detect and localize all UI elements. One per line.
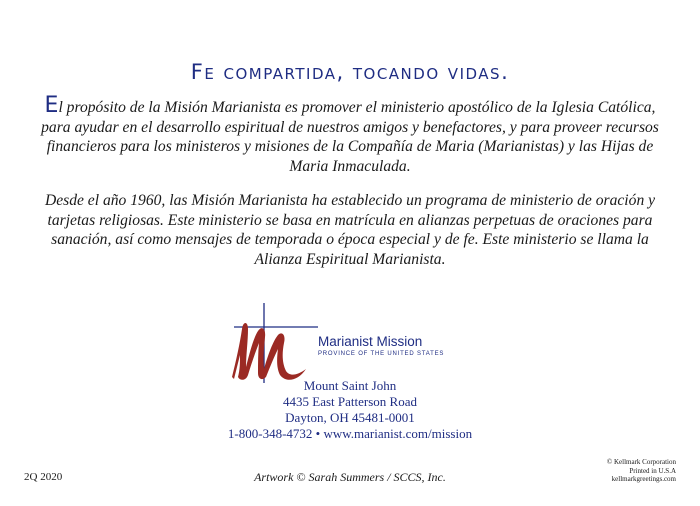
address-line-3: Dayton, OH 45481-0001 [285, 410, 415, 425]
mission-paragraph [40, 93, 660, 176]
org-name: Marianist Mission [318, 334, 423, 349]
publisher-line-1: © Kellmark Corporation [606, 458, 676, 466]
drop-cap: E [44, 93, 59, 118]
card-code: 2Q 2020 [24, 471, 63, 483]
address-line-2: 4435 East Patterson Road [283, 394, 417, 409]
address-line-1: Mount Saint John [303, 378, 397, 393]
address-block [200, 378, 500, 442]
publisher-credit [607, 458, 676, 484]
publisher-line-3: kellmarkgreetings.com [611, 475, 676, 483]
marianist-logo-icon [226, 303, 326, 383]
card-title: Fe compartida, tocando vidas. [190, 60, 510, 84]
artwork-credit: Artwork © Sarah Summers / SCCS, Inc. [254, 470, 446, 484]
org-subtitle: PROVINCE OF THE UNITED STATES [318, 351, 445, 357]
contact-line: 1-800-348-4732 • www.marianist.com/mission [227, 426, 473, 441]
mission-paragraph-text: l propósito de la Misión Marianista es promover el ministerio apostólico de la Iglesia Católica, para ayudar en el desarrollo espiritual de nuestros amigos y benefactores, y para proveer recursos financieros para los ministeros y misiones de la Compañía de Maria (Marianistas) y las Hijas de Maria Inmaculada. [41, 99, 659, 175]
publisher-line-2: Printed in U.S.A [629, 466, 676, 475]
history-paragraph: Desde el año 1960, las Misión Marianista ha establecido un programa de ministerio de oración y tarjetas religiosas. Este ministerio se basa en matrícula en alianzas perpetuas de oraciones para sanación, así como mensajes de temporada o época especial y de fe. Este ministerio se llama la Alianza Espiritual Marianista. [44, 192, 656, 268]
